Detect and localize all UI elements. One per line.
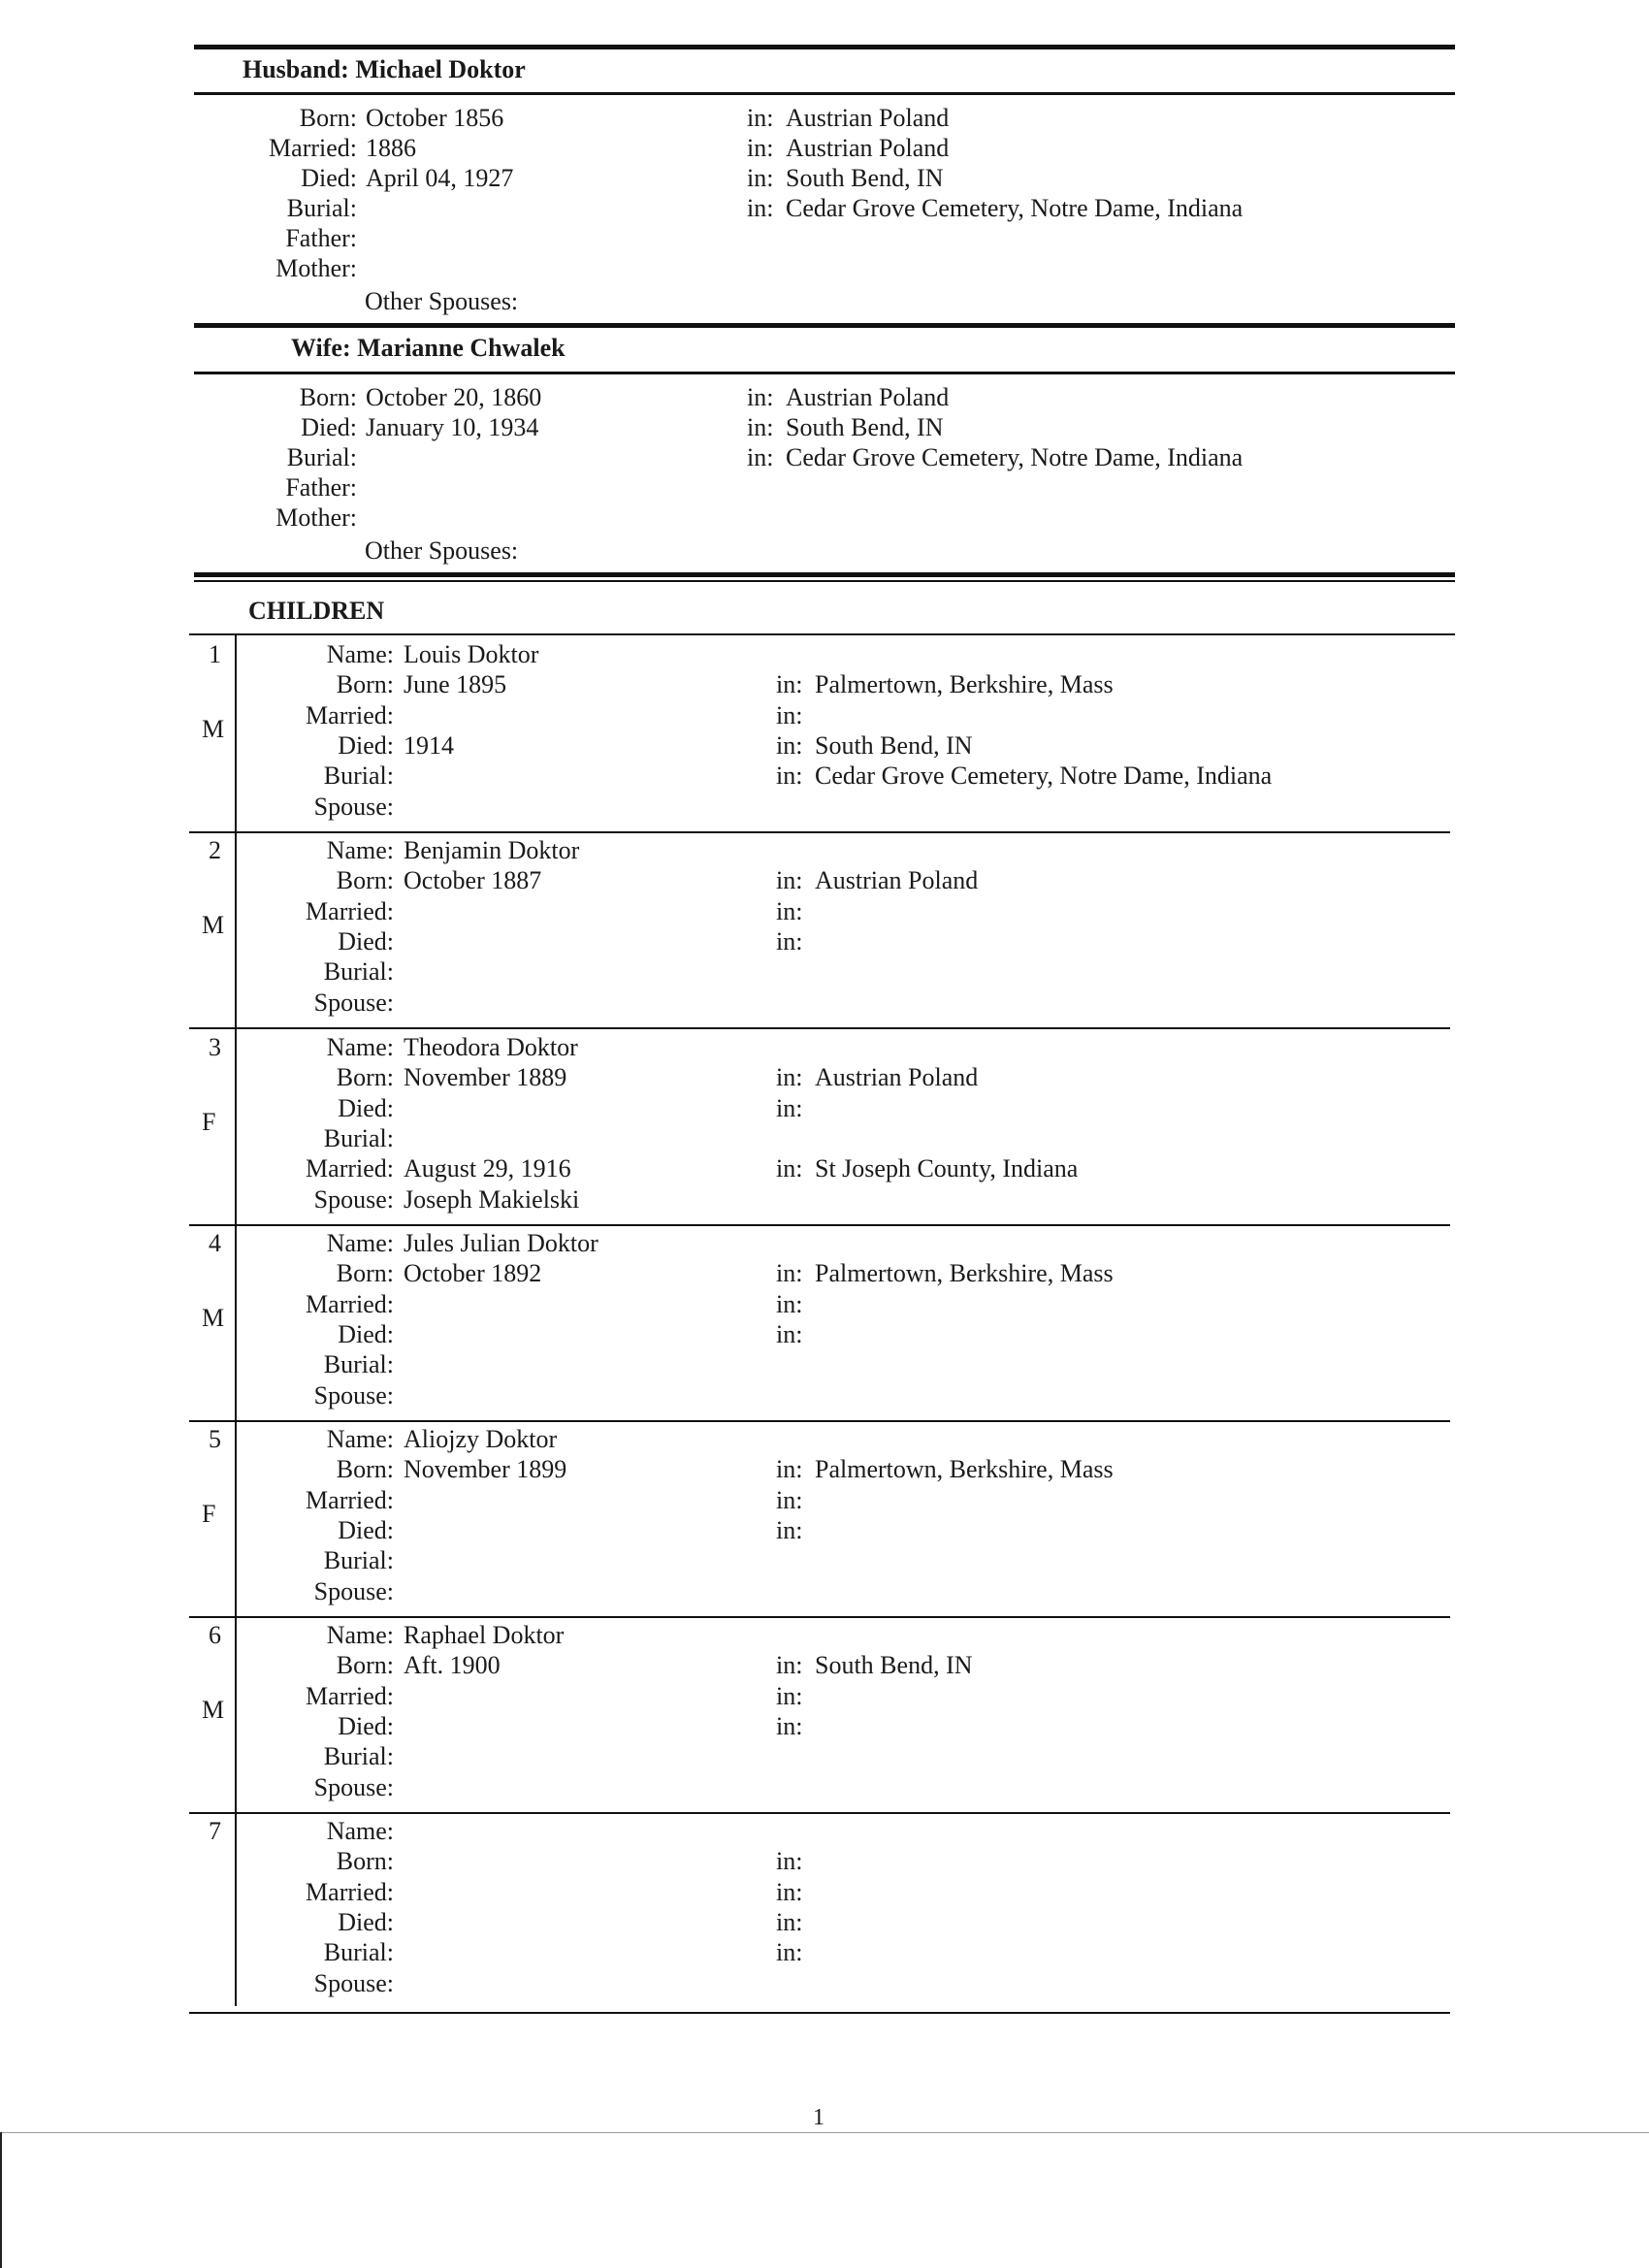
scan-edge-line — [0, 2132, 1649, 2133]
field-label: Born: — [336, 1259, 394, 1288]
place-in-label: in: — [776, 866, 803, 895]
place-value: Cedar Grove Cemetery, Notre Dame, Indiana — [786, 194, 1244, 222]
place-in-label: in: — [747, 164, 774, 192]
field-value: Raphael Doktor — [404, 1621, 565, 1649]
field-value: January 10, 1934 — [366, 413, 539, 441]
field-value: 1914 — [404, 730, 454, 760]
wife-top-rule — [194, 323, 1455, 328]
place-value: Austrian Poland — [815, 866, 979, 895]
field-label: Died: — [338, 1711, 394, 1740]
children-heading: CHILDREN — [248, 597, 385, 625]
field-value: October 1887 — [404, 866, 542, 895]
husband-heading — [242, 55, 526, 84]
place-in-label: in: — [776, 926, 803, 956]
field-label: Married: — [269, 134, 357, 162]
field-label: Father: — [285, 473, 357, 502]
place-in-label: in: — [776, 761, 803, 791]
field-label: Married: — [306, 700, 394, 729]
wife-other-spouses-label: Other Spouses: — [365, 536, 519, 565]
children-heading-rule — [189, 633, 1455, 635]
place-in-label: in: — [747, 134, 774, 162]
field-label: Married: — [306, 1289, 394, 1318]
place-in-label: in: — [776, 1907, 803, 1936]
field-label: Name: — [326, 1033, 394, 1061]
field-value: Jules Julian Doktor — [404, 1229, 598, 1257]
field-label: Born: — [336, 1063, 394, 1092]
place-in-label: in: — [776, 1938, 803, 1967]
child-separator-rule — [189, 1420, 1450, 1422]
field-label: Died: — [301, 413, 357, 441]
field-label: Married: — [306, 1154, 394, 1183]
field-label: Spouse: — [313, 1184, 394, 1214]
place-value: Austrian Poland — [815, 1063, 979, 1092]
field-label: Name: — [326, 1229, 394, 1257]
field-value: October 1892 — [404, 1259, 542, 1288]
field-value: November 1899 — [404, 1455, 567, 1484]
place-value: Austrian Poland — [786, 134, 950, 162]
child-separator-rule — [189, 1616, 1450, 1618]
children-bottom-rule — [189, 2012, 1450, 2014]
place-value: Palmertown, Berkshire, Mass — [815, 670, 1114, 699]
field-label: Born: — [299, 104, 357, 132]
wife-heading-rule — [194, 372, 1455, 374]
field-label: Spouse: — [313, 1576, 394, 1605]
wife-name: Marianne Chwalek — [357, 334, 566, 362]
field-value: Joseph Makielski — [404, 1184, 580, 1214]
child-number: 2 — [209, 836, 221, 864]
husband-other-spouses-label: Other Spouses: — [365, 287, 519, 315]
field-label: Name: — [326, 1817, 394, 1845]
field-label: Burial: — [323, 957, 394, 987]
child-separator-rule — [189, 1812, 1450, 1814]
field-label: Mother: — [275, 254, 357, 282]
place-in-label: in: — [776, 1319, 803, 1348]
place-value: Austrian Poland — [786, 104, 950, 132]
field-label: Born: — [336, 1651, 394, 1680]
field-label: Burial: — [286, 194, 357, 222]
field-label: Died: — [338, 926, 394, 956]
field-label: Spouse: — [313, 1968, 394, 1997]
child-number: 1 — [209, 640, 221, 668]
place-in-label: in: — [776, 670, 803, 699]
field-label: Married: — [306, 1877, 394, 1906]
children-top-rule-thin — [194, 580, 1455, 582]
field-label: Name: — [326, 640, 394, 668]
field-label: Burial: — [286, 443, 357, 471]
field-label: Father: — [285, 224, 357, 252]
place-value: Cedar Grove Cemetery, Notre Dame, Indiana — [786, 443, 1244, 471]
place-in-label: in: — [776, 1289, 803, 1318]
child-sex: M — [202, 715, 225, 743]
child-separator-rule — [189, 1027, 1450, 1029]
field-label: Burial: — [323, 761, 394, 791]
place-in-label: in: — [776, 1259, 803, 1288]
place-in-label: in: — [776, 1154, 803, 1183]
page-number: 1 — [813, 2105, 824, 2130]
place-value: St Joseph County, Indiana — [815, 1154, 1079, 1183]
field-label: Died: — [301, 164, 357, 192]
wife-heading — [291, 334, 566, 363]
children-top-rule — [194, 572, 1455, 577]
husband-heading-rule — [194, 92, 1455, 95]
field-label: Born: — [336, 670, 394, 699]
field-value: November 1889 — [404, 1063, 567, 1092]
field-label: Married: — [306, 1485, 394, 1514]
field-label: Burial: — [323, 1546, 394, 1575]
child-sex: F — [202, 1108, 216, 1136]
place-value: South Bend, IN — [815, 730, 973, 760]
wife-heading-label: Wife: — [291, 334, 351, 362]
field-value: Theodora Doktor — [404, 1033, 578, 1061]
child-number: 7 — [209, 1817, 221, 1845]
field-value: Aft. 1900 — [404, 1651, 501, 1680]
field-value: August 29, 1916 — [404, 1154, 571, 1183]
field-label: Born: — [336, 1455, 394, 1484]
child-number: 6 — [209, 1621, 221, 1649]
child-number: 4 — [209, 1229, 221, 1257]
place-in-label: in: — [747, 194, 774, 222]
field-value: 1886 — [366, 134, 416, 162]
field-label: Burial: — [323, 1350, 394, 1379]
place-value: Palmertown, Berkshire, Mass — [815, 1259, 1114, 1288]
field-label: Burial: — [323, 1123, 394, 1152]
scan-edge-left — [0, 2132, 2, 2268]
place-in-label: in: — [747, 383, 774, 411]
field-label: Name: — [326, 1425, 394, 1453]
place-in-label: in: — [776, 1847, 803, 1876]
field-label: Spouse: — [313, 792, 394, 821]
child-sex: M — [202, 1696, 225, 1724]
husband-top-rule — [194, 45, 1455, 49]
child-sex: M — [202, 1304, 225, 1332]
place-in-label: in: — [776, 1455, 803, 1484]
field-label: Name: — [326, 1621, 394, 1649]
field-label: Mother: — [275, 503, 357, 532]
place-in-label: in: — [776, 1651, 803, 1680]
place-in-label: in: — [776, 1063, 803, 1092]
field-value: June 1895 — [404, 670, 507, 699]
field-label: Died: — [338, 1319, 394, 1348]
field-label: Died: — [338, 1515, 394, 1544]
field-label: Married: — [306, 1681, 394, 1710]
field-label: Born: — [336, 1847, 394, 1876]
field-label: Spouse: — [313, 1380, 394, 1409]
field-value: Benjamin Doktor — [404, 836, 580, 864]
place-in-label: in: — [776, 1711, 803, 1740]
husband-name: Michael Doktor — [355, 55, 526, 83]
place-value: Cedar Grove Cemetery, Notre Dame, Indiana — [815, 761, 1273, 791]
field-label: Born: — [336, 866, 394, 895]
field-label: Born: — [299, 383, 357, 411]
place-in-label: in: — [776, 1681, 803, 1710]
place-in-label: in: — [776, 1877, 803, 1906]
place-in-label: in: — [776, 1485, 803, 1514]
field-label: Burial: — [323, 1742, 394, 1771]
child-number: 5 — [209, 1425, 221, 1453]
field-label: Died: — [338, 1093, 394, 1122]
child-sex: F — [202, 1500, 216, 1528]
field-label: Spouse: — [313, 1772, 394, 1801]
field-value: Louis Doktor — [404, 640, 539, 668]
place-value: South Bend, IN — [786, 164, 944, 192]
field-label: Married: — [306, 896, 394, 925]
field-value: October 1856 — [366, 104, 504, 132]
field-label: Burial: — [323, 1938, 394, 1967]
place-in-label: in: — [747, 443, 774, 471]
child-separator-rule — [189, 1224, 1450, 1226]
husband-heading-label: Husband: — [242, 55, 349, 83]
place-value: Austrian Poland — [786, 383, 950, 411]
place-in-label: in: — [776, 1515, 803, 1544]
place-in-label: in: — [776, 700, 803, 729]
child-separator-rule — [189, 831, 1450, 833]
place-in-label: in: — [776, 1093, 803, 1122]
field-value: October 20, 1860 — [366, 383, 542, 411]
place-value: South Bend, IN — [815, 1651, 973, 1680]
field-value: Aliojzy Doktor — [404, 1425, 558, 1453]
field-label: Name: — [326, 836, 394, 864]
place-in-label: in: — [747, 413, 774, 441]
field-label: Spouse: — [313, 988, 394, 1017]
place-value: Palmertown, Berkshire, Mass — [815, 1455, 1114, 1484]
field-label: Died: — [338, 730, 394, 760]
place-in-label: in: — [776, 896, 803, 925]
place-value: South Bend, IN — [786, 413, 944, 441]
field-value: April 04, 1927 — [366, 164, 514, 192]
child-sex: M — [202, 911, 225, 939]
field-label: Died: — [338, 1907, 394, 1936]
child-number: 3 — [209, 1033, 221, 1061]
place-in-label: in: — [747, 104, 774, 132]
place-in-label: in: — [776, 730, 803, 760]
